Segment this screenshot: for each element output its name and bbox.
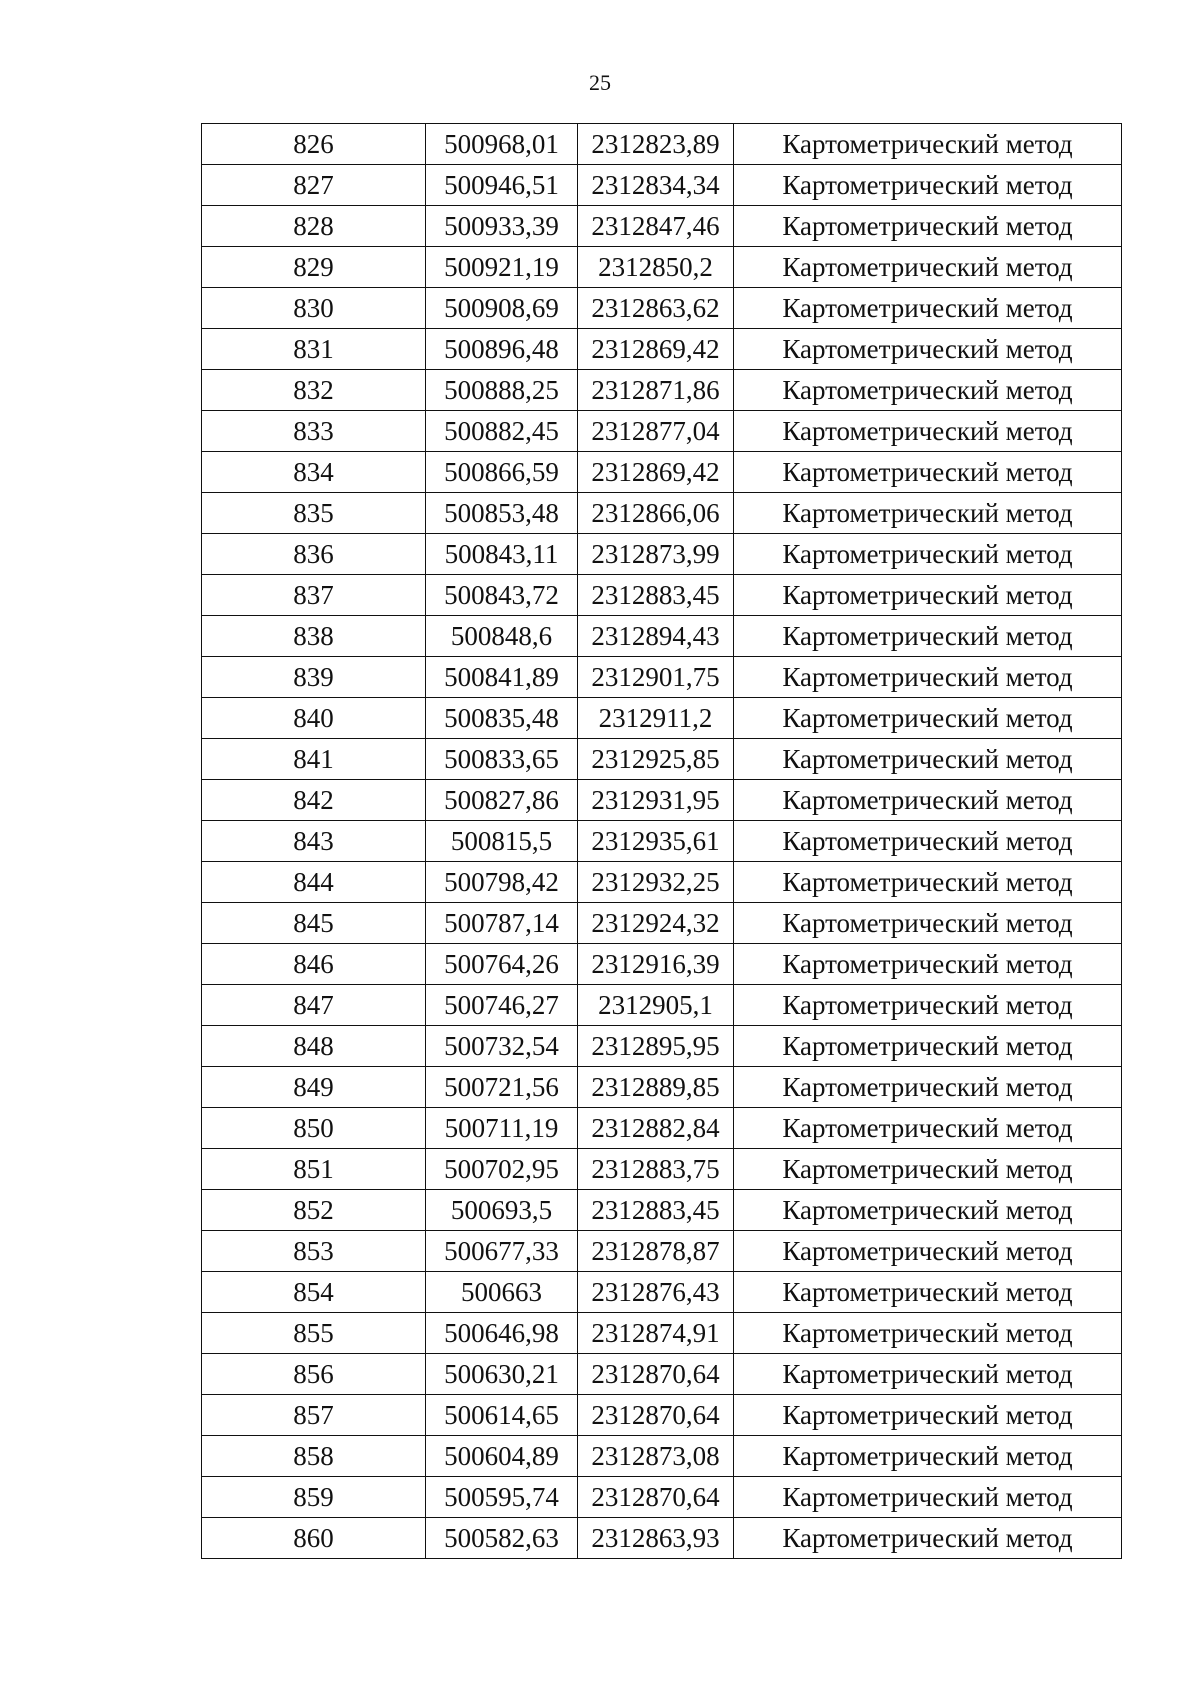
point-number-cell: 838	[202, 616, 426, 657]
table-row	[202, 780, 1122, 821]
point-number-cell: 831	[202, 329, 426, 370]
y-coordinate-cell: 2312870,64	[578, 1477, 734, 1518]
y-coordinate-cell: 2312869,42	[578, 452, 734, 493]
method-cell: Картометрический метод	[734, 1354, 1122, 1395]
method-cell: Картометрический метод	[734, 247, 1122, 288]
method-cell: Картометрический метод	[734, 124, 1122, 165]
y-coordinate-cell: 2312931,95	[578, 780, 734, 821]
method-cell: Картометрический метод	[734, 1518, 1122, 1559]
method-cell: Картометрический метод	[734, 985, 1122, 1026]
point-number-cell: 846	[202, 944, 426, 985]
point-number-cell: 858	[202, 1436, 426, 1477]
x-coordinate-cell: 500882,45	[426, 411, 578, 452]
point-number-cell: 847	[202, 985, 426, 1026]
method-cell: Картометрический метод	[734, 1067, 1122, 1108]
x-coordinate-cell: 500711,19	[426, 1108, 578, 1149]
table-row	[202, 1026, 1122, 1067]
method-cell: Картометрический метод	[734, 534, 1122, 575]
method-cell: Картометрический метод	[734, 944, 1122, 985]
table-row	[202, 1231, 1122, 1272]
y-coordinate-cell: 2312871,86	[578, 370, 734, 411]
x-coordinate-cell: 500764,26	[426, 944, 578, 985]
point-number-cell: 853	[202, 1231, 426, 1272]
method-cell: Картометрический метод	[734, 903, 1122, 944]
x-coordinate-cell: 500848,6	[426, 616, 578, 657]
table-row	[202, 1518, 1122, 1559]
point-number-cell: 829	[202, 247, 426, 288]
point-number-cell: 827	[202, 165, 426, 206]
x-coordinate-cell: 500677,33	[426, 1231, 578, 1272]
method-cell: Картометрический метод	[734, 1190, 1122, 1231]
table-row	[202, 370, 1122, 411]
table-row	[202, 985, 1122, 1026]
y-coordinate-cell: 2312874,91	[578, 1313, 734, 1354]
method-cell: Картометрический метод	[734, 288, 1122, 329]
point-number-cell: 851	[202, 1149, 426, 1190]
table-row	[202, 534, 1122, 575]
method-cell: Картометрический метод	[734, 165, 1122, 206]
y-coordinate-cell: 2312870,64	[578, 1395, 734, 1436]
x-coordinate-cell: 500646,98	[426, 1313, 578, 1354]
x-coordinate-cell: 500827,86	[426, 780, 578, 821]
x-coordinate-cell: 500853,48	[426, 493, 578, 534]
table-row	[202, 247, 1122, 288]
point-number-cell: 842	[202, 780, 426, 821]
table-row	[202, 452, 1122, 493]
x-coordinate-cell: 500787,14	[426, 903, 578, 944]
y-coordinate-cell: 2312894,43	[578, 616, 734, 657]
y-coordinate-cell: 2312905,1	[578, 985, 734, 1026]
x-coordinate-cell: 500746,27	[426, 985, 578, 1026]
y-coordinate-cell: 2312878,87	[578, 1231, 734, 1272]
table-row	[202, 1395, 1122, 1436]
x-coordinate-cell: 500968,01	[426, 124, 578, 165]
method-cell: Картометрический метод	[734, 616, 1122, 657]
method-cell: Картометрический метод	[734, 1149, 1122, 1190]
y-coordinate-cell: 2312869,42	[578, 329, 734, 370]
y-coordinate-cell: 2312834,34	[578, 165, 734, 206]
point-number-cell: 849	[202, 1067, 426, 1108]
x-coordinate-cell: 500843,72	[426, 575, 578, 616]
table-row	[202, 165, 1122, 206]
y-coordinate-cell: 2312883,45	[578, 575, 734, 616]
coordinates-table-body	[202, 124, 1122, 1559]
x-coordinate-cell: 500896,48	[426, 329, 578, 370]
method-cell: Картометрический метод	[734, 370, 1122, 411]
table-row	[202, 1067, 1122, 1108]
point-number-cell: 860	[202, 1518, 426, 1559]
y-coordinate-cell: 2312924,32	[578, 903, 734, 944]
point-number-cell: 833	[202, 411, 426, 452]
x-coordinate-cell: 500732,54	[426, 1026, 578, 1067]
y-coordinate-cell: 2312870,64	[578, 1354, 734, 1395]
point-number-cell: 826	[202, 124, 426, 165]
x-coordinate-cell: 500630,21	[426, 1354, 578, 1395]
table-row	[202, 1272, 1122, 1313]
table-row	[202, 1313, 1122, 1354]
x-coordinate-cell: 500702,95	[426, 1149, 578, 1190]
method-cell: Картометрический метод	[734, 862, 1122, 903]
method-cell: Картометрический метод	[734, 1477, 1122, 1518]
table-row	[202, 1149, 1122, 1190]
method-cell: Картометрический метод	[734, 493, 1122, 534]
point-number-cell: 835	[202, 493, 426, 534]
table-row	[202, 903, 1122, 944]
x-coordinate-cell: 500946,51	[426, 165, 578, 206]
point-number-cell: 836	[202, 534, 426, 575]
y-coordinate-cell: 2312883,75	[578, 1149, 734, 1190]
y-coordinate-cell: 2312911,2	[578, 698, 734, 739]
page-number: 25	[589, 70, 611, 95]
y-coordinate-cell: 2312877,04	[578, 411, 734, 452]
method-cell: Картометрический метод	[734, 698, 1122, 739]
table-row	[202, 1477, 1122, 1518]
table-row	[202, 411, 1122, 452]
table-row	[202, 124, 1122, 165]
point-number-cell: 834	[202, 452, 426, 493]
table-row	[202, 575, 1122, 616]
x-coordinate-cell: 500595,74	[426, 1477, 578, 1518]
x-coordinate-cell: 500888,25	[426, 370, 578, 411]
method-cell: Картометрический метод	[734, 206, 1122, 247]
method-cell: Картометрический метод	[734, 1272, 1122, 1313]
x-coordinate-cell: 500798,42	[426, 862, 578, 903]
point-number-cell: 828	[202, 206, 426, 247]
table-row	[202, 1190, 1122, 1231]
y-coordinate-cell: 2312873,99	[578, 534, 734, 575]
y-coordinate-cell: 2312889,85	[578, 1067, 734, 1108]
table-row	[202, 329, 1122, 370]
point-number-cell: 843	[202, 821, 426, 862]
x-coordinate-cell: 500582,63	[426, 1518, 578, 1559]
method-cell: Картометрический метод	[734, 1313, 1122, 1354]
method-cell: Картометрический метод	[734, 1026, 1122, 1067]
point-number-cell: 845	[202, 903, 426, 944]
x-coordinate-cell: 500614,65	[426, 1395, 578, 1436]
coordinates-table	[201, 123, 1122, 1559]
y-coordinate-cell: 2312901,75	[578, 657, 734, 698]
table-row	[202, 862, 1122, 903]
point-number-cell: 841	[202, 739, 426, 780]
y-coordinate-cell: 2312866,06	[578, 493, 734, 534]
table-row	[202, 944, 1122, 985]
method-cell: Картометрический метод	[734, 1395, 1122, 1436]
y-coordinate-cell: 2312935,61	[578, 821, 734, 862]
table-row	[202, 1108, 1122, 1149]
x-coordinate-cell: 500835,48	[426, 698, 578, 739]
method-cell: Картометрический метод	[734, 739, 1122, 780]
x-coordinate-cell: 500933,39	[426, 206, 578, 247]
point-number-cell: 848	[202, 1026, 426, 1067]
y-coordinate-cell: 2312895,95	[578, 1026, 734, 1067]
point-number-cell: 852	[202, 1190, 426, 1231]
method-cell: Картометрический метод	[734, 1436, 1122, 1477]
method-cell: Картометрический метод	[734, 780, 1122, 821]
point-number-cell: 830	[202, 288, 426, 329]
point-number-cell: 857	[202, 1395, 426, 1436]
x-coordinate-cell: 500908,69	[426, 288, 578, 329]
x-coordinate-cell: 500815,5	[426, 821, 578, 862]
y-coordinate-cell: 2312863,93	[578, 1518, 734, 1559]
method-cell: Картометрический метод	[734, 1231, 1122, 1272]
point-number-cell: 854	[202, 1272, 426, 1313]
method-cell: Картометрический метод	[734, 657, 1122, 698]
y-coordinate-cell: 2312876,43	[578, 1272, 734, 1313]
x-coordinate-cell: 500866,59	[426, 452, 578, 493]
x-coordinate-cell: 500721,56	[426, 1067, 578, 1108]
table-row	[202, 821, 1122, 862]
point-number-cell: 839	[202, 657, 426, 698]
y-coordinate-cell: 2312873,08	[578, 1436, 734, 1477]
table-row	[202, 1436, 1122, 1477]
point-number-cell: 832	[202, 370, 426, 411]
x-coordinate-cell: 500921,19	[426, 247, 578, 288]
x-coordinate-cell: 500604,89	[426, 1436, 578, 1477]
x-coordinate-cell: 500843,11	[426, 534, 578, 575]
y-coordinate-cell: 2312882,84	[578, 1108, 734, 1149]
method-cell: Картометрический метод	[734, 452, 1122, 493]
point-number-cell: 850	[202, 1108, 426, 1149]
x-coordinate-cell: 500833,65	[426, 739, 578, 780]
method-cell: Картометрический метод	[734, 575, 1122, 616]
table-row	[202, 493, 1122, 534]
y-coordinate-cell: 2312932,25	[578, 862, 734, 903]
table-row	[202, 739, 1122, 780]
method-cell: Картометрический метод	[734, 1108, 1122, 1149]
point-number-cell: 844	[202, 862, 426, 903]
point-number-cell: 856	[202, 1354, 426, 1395]
y-coordinate-cell: 2312925,85	[578, 739, 734, 780]
table-row	[202, 1354, 1122, 1395]
point-number-cell: 859	[202, 1477, 426, 1518]
method-cell: Картометрический метод	[734, 411, 1122, 452]
y-coordinate-cell: 2312847,46	[578, 206, 734, 247]
x-coordinate-cell: 500663	[426, 1272, 578, 1313]
y-coordinate-cell: 2312883,45	[578, 1190, 734, 1231]
table-row	[202, 698, 1122, 739]
y-coordinate-cell: 2312863,62	[578, 288, 734, 329]
method-cell: Картометрический метод	[734, 329, 1122, 370]
point-number-cell: 840	[202, 698, 426, 739]
table-row	[202, 616, 1122, 657]
point-number-cell: 855	[202, 1313, 426, 1354]
x-coordinate-cell: 500693,5	[426, 1190, 578, 1231]
y-coordinate-cell: 2312916,39	[578, 944, 734, 985]
method-cell: Картометрический метод	[734, 821, 1122, 862]
table-row	[202, 657, 1122, 698]
y-coordinate-cell: 2312850,2	[578, 247, 734, 288]
table-row	[202, 206, 1122, 247]
y-coordinate-cell: 2312823,89	[578, 124, 734, 165]
table-row	[202, 288, 1122, 329]
x-coordinate-cell: 500841,89	[426, 657, 578, 698]
point-number-cell: 837	[202, 575, 426, 616]
